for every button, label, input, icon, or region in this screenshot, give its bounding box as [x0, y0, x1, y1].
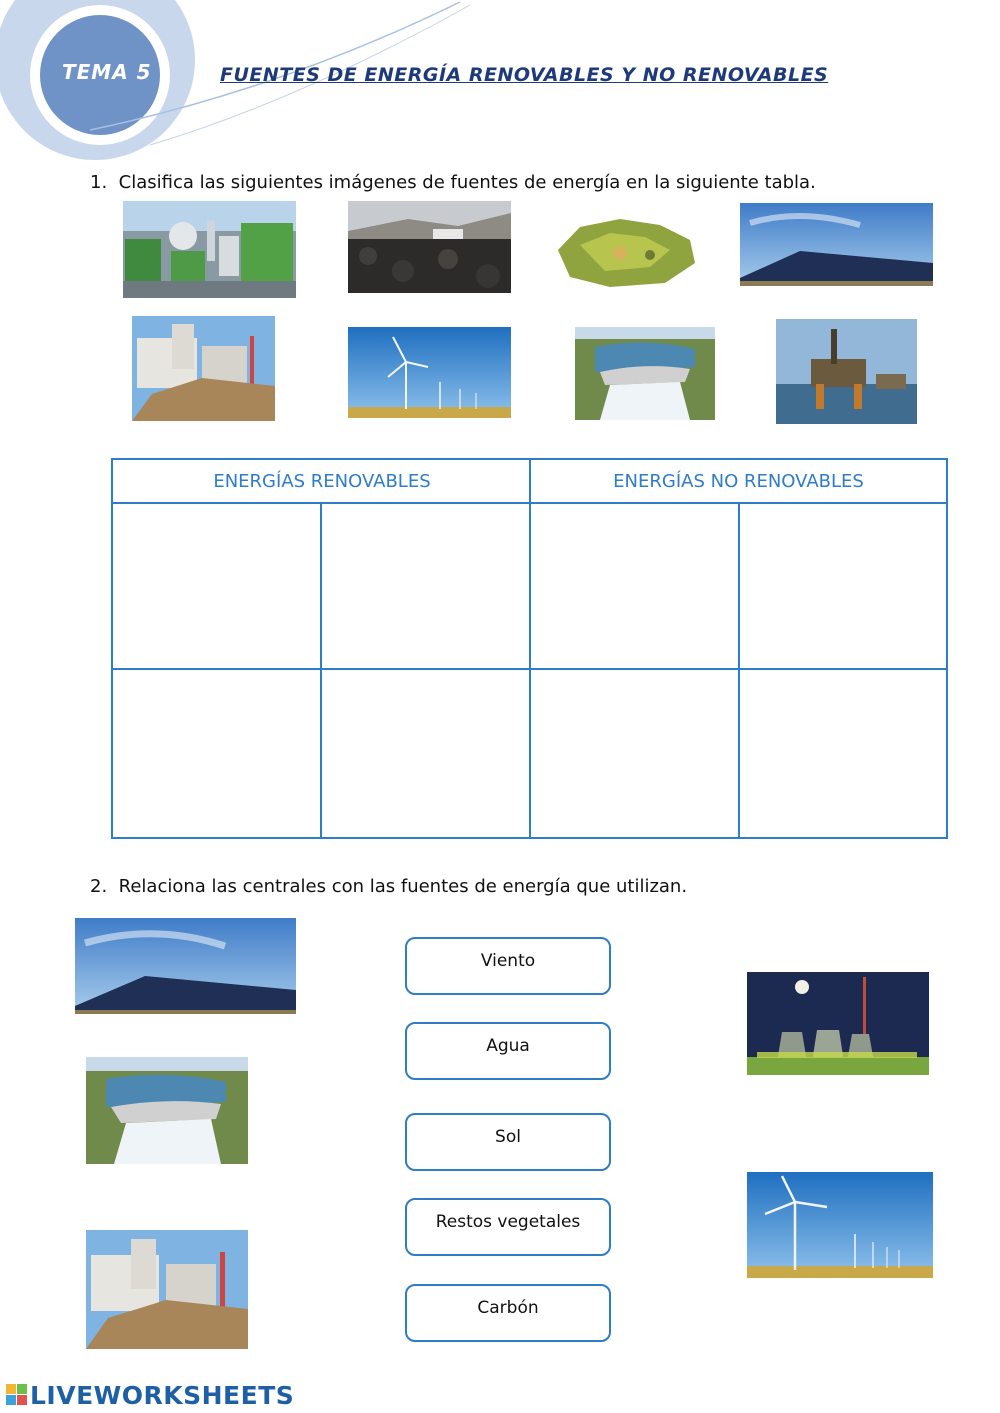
question-2	[90, 876, 687, 897]
question-2-text: Relaciona las centrales con las fuentes de energía que utilizan.	[118, 876, 688, 897]
drop-cell-nonrenewable-1[interactable]	[531, 504, 738, 668]
wind-farm-image[interactable]	[747, 1172, 933, 1278]
uranium-mineral-image[interactable]	[550, 205, 707, 297]
thermal-plant-image[interactable]	[747, 972, 929, 1075]
drop-cell-renewable-1[interactable]	[113, 504, 320, 668]
drop-cell-nonrenewable-3[interactable]	[531, 670, 738, 837]
question-1-number: 1.	[90, 172, 108, 193]
worksheet-title: FUENTES DE ENERGÍA RENOVABLES Y NO RENOVABLES	[220, 64, 829, 86]
question-2-number: 2.	[90, 876, 108, 897]
hydroelectric-dam-image[interactable]	[575, 327, 715, 420]
dam-plant-image[interactable]	[86, 1057, 248, 1164]
solar-panels-image[interactable]	[740, 203, 933, 286]
drop-cell-renewable-3[interactable]	[113, 670, 320, 837]
drop-cell-nonrenewable-4[interactable]	[740, 670, 946, 837]
word-box-agua[interactable]: Agua	[405, 1022, 611, 1080]
drop-cell-nonrenewable-2[interactable]	[740, 504, 946, 668]
wind-turbines-image[interactable]	[348, 327, 511, 418]
coal-image[interactable]	[348, 201, 511, 293]
liveworksheets-logo	[6, 1381, 294, 1412]
logo-badge-icon	[6, 1383, 28, 1412]
question-1-text: Clasifica las siguientes imágenes de fuentes de energía en la siguiente tabla.	[118, 172, 816, 193]
word-box-sol[interactable]: Sol	[405, 1113, 611, 1171]
drop-cell-renewable-4[interactable]	[322, 670, 529, 837]
word-box-carbon[interactable]: Carbón	[405, 1284, 611, 1342]
word-box-viento[interactable]: Viento	[405, 937, 611, 995]
header-renewable: ENERGÍAS RENOVABLES	[113, 460, 531, 504]
question-1	[90, 172, 816, 193]
word-box-restos-vegetales[interactable]: Restos vegetales	[405, 1198, 611, 1256]
classification-table	[111, 458, 948, 839]
solar-plant-image[interactable]	[75, 918, 296, 1014]
oil-platform-image[interactable]	[776, 319, 917, 424]
biomass-plant-image[interactable]	[132, 316, 275, 421]
header-nonrenewable: ENERGÍAS NO RENOVABLES	[531, 460, 946, 504]
biogas-plant-image[interactable]	[123, 201, 296, 298]
drop-cell-renewable-2[interactable]	[322, 504, 529, 668]
biomass-central-image[interactable]	[86, 1230, 248, 1349]
logo-text: LIVEWORKSHEETS	[30, 1381, 295, 1410]
tema-label: TEMA 5	[62, 60, 152, 84]
